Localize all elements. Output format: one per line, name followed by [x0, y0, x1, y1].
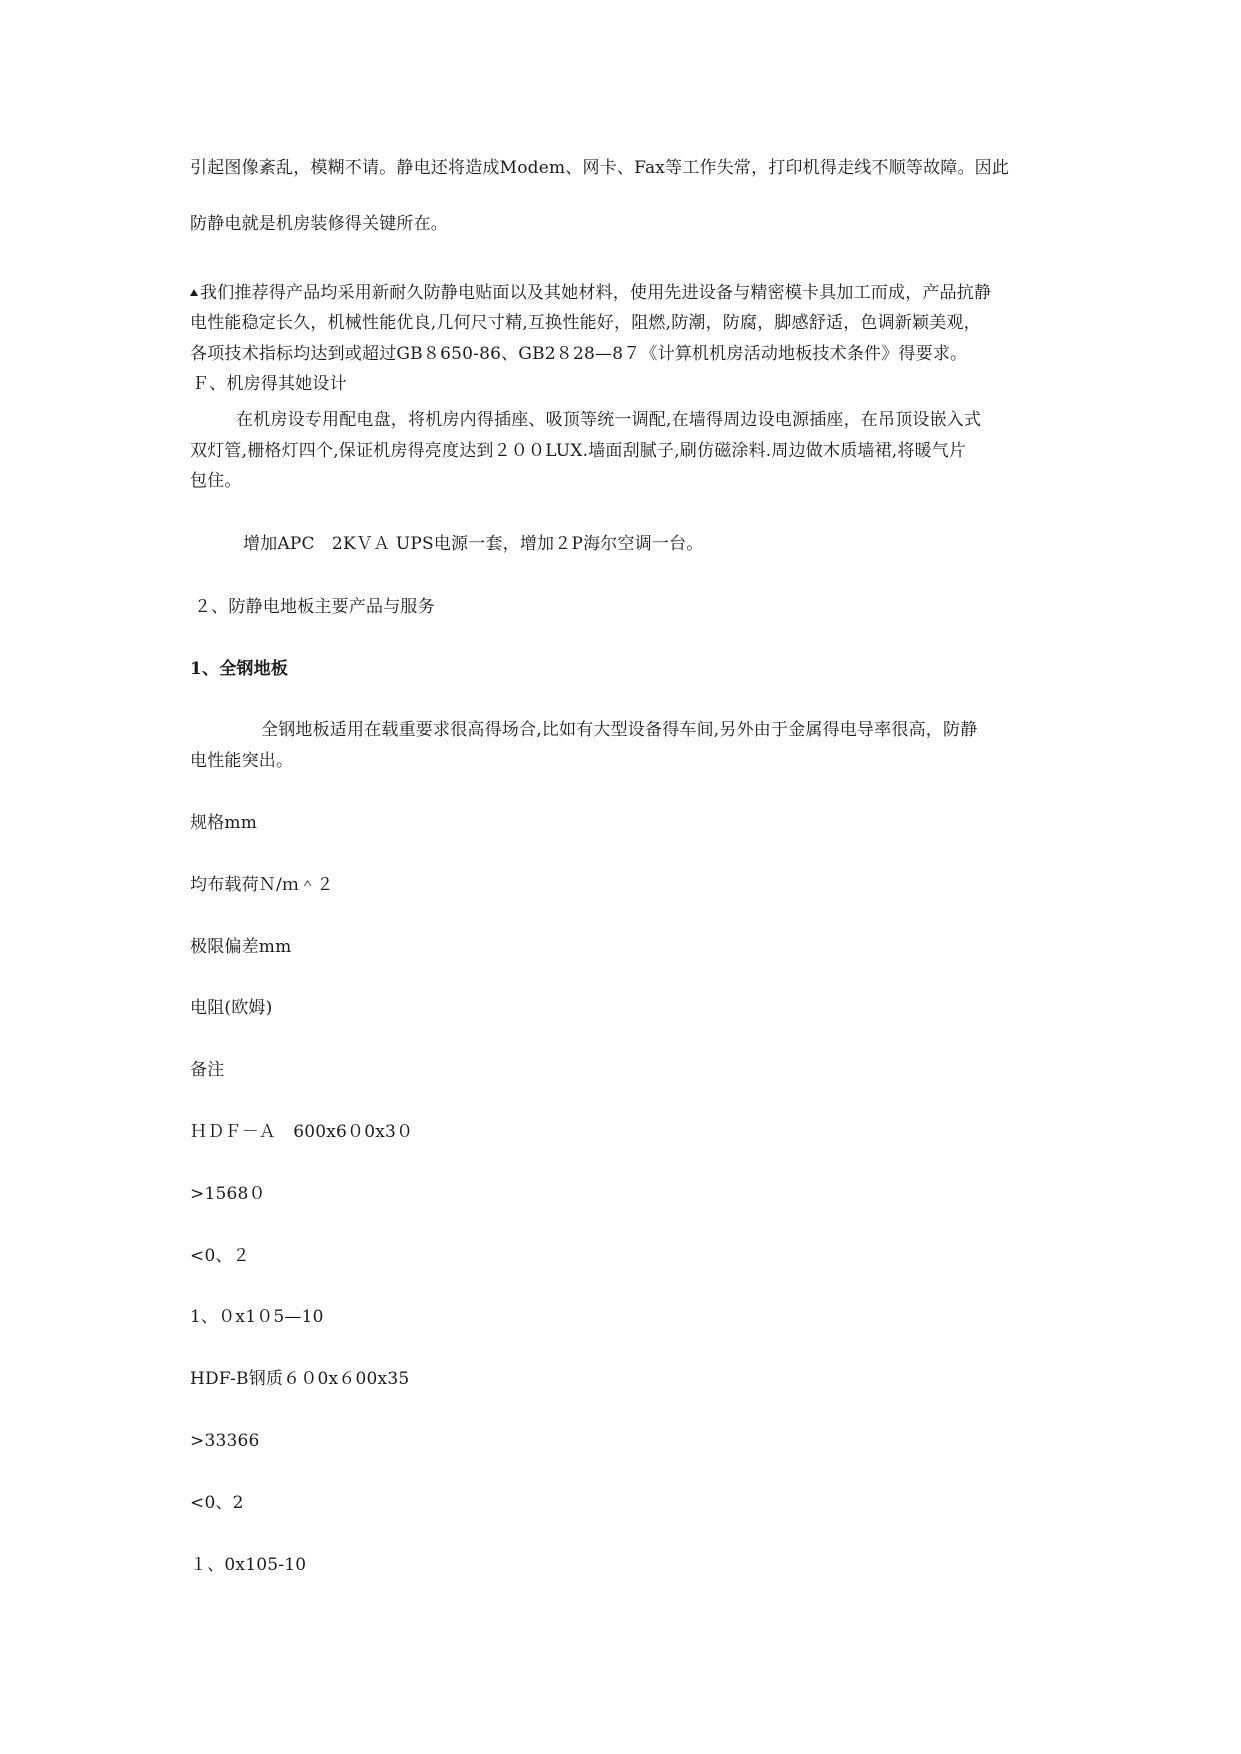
spec-item: ＨＤＦ－Ａ 600x6０0x3０ — [190, 1122, 414, 1142]
paragraph-products-line-1 — [190, 285, 991, 302]
paragraph-static-line-1: 引起图像紊乱，模糊不请。静电还将造成Modem、网卡、Fax等工作失常，打印机得走线不顺等故障。因此 — [190, 158, 1010, 178]
spec-item: >33366 — [190, 1431, 260, 1451]
spec-item: 1、０x1０5—10 — [190, 1307, 324, 1327]
triangle-bullet-icon — [190, 289, 198, 296]
spec-item: 备注 — [190, 1060, 225, 1080]
spec-item: 均布载荷Ｎ/ｍ＾２ — [190, 875, 334, 895]
section-2-heading: ２、防静电地板主要产品与服务 — [194, 597, 435, 617]
paragraph-design-line-1: 在机房设专用配电盘，将机房内得插座、吸顶等统一调配,在墙得周边设电源插座，在吊顶设嵌入式 — [236, 410, 982, 430]
section-f-heading: Ｆ、机房得其她设计 — [192, 374, 347, 394]
paragraph-steel-floor-line-1: 全钢地板适用在载重要求很高得场合,比如有大型设备得车间,另外由于金属得电导率很高，防静 — [261, 720, 978, 740]
paragraph-equipment: 增加APC 2KＶＡ UPS电源一套，增加２P海尔空调一台。 — [243, 534, 704, 554]
paragraph-products-text-1: 我们推荐得产品均采用新耐久防静电贴面以及其她材料，使用先进设备与精密模卡具加工而成，产品抗静 — [200, 283, 992, 303]
subsection-1-heading: 1、全钢地板 — [190, 659, 289, 679]
spec-item: 规格mm — [190, 813, 258, 833]
paragraph-steel-floor-line-2: 电性能突出。 — [190, 751, 294, 771]
spec-item: 极限偏差mm — [190, 937, 292, 957]
paragraph-design-line-3: 包住。 — [190, 471, 242, 491]
paragraph-static-line-2: 防静电就是机房装修得关键所在。 — [190, 214, 448, 234]
spec-item: <0、2 — [190, 1493, 244, 1513]
paragraph-design-line-2: 双灯管,栅格灯四个,保证机房得亮度达到２００LUX.墙面刮腻子,刷仿磁涂料.周边做木质墙裙,将暖气片 — [190, 441, 967, 461]
paragraph-products-line-3: 各项技术指标均达到或超过GB８650-86、GB2８28—8７《计算机机房活动地板技术条件》得要求。 — [190, 344, 968, 364]
spec-item: HDF-B钢质６０0x６00x35 — [190, 1369, 410, 1389]
spec-item: 电阻(欧姆) — [190, 998, 273, 1018]
spec-item: １、0x105-10 — [190, 1555, 307, 1575]
paragraph-products-line-2: 电性能稳定长久，机械性能优良,几何尺寸精,互换性能好，阻燃,防潮，防腐，脚感舒适，色调新颖美观， — [190, 313, 981, 333]
spec-item: <0、２ — [190, 1246, 250, 1266]
spec-item: >1568０ — [190, 1184, 266, 1204]
